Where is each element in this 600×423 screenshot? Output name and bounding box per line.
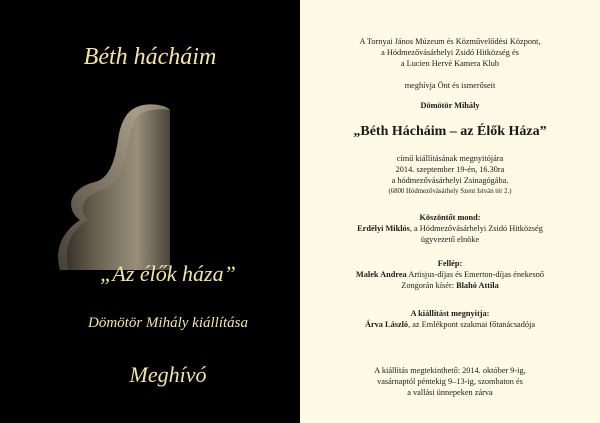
opening-line: 2014. szeptember 19-én, 16.30ra (395, 165, 505, 174)
visiting-block (300, 365, 600, 398)
opening-line: a hódmezővásárhelyi Zsinagógába. (391, 176, 509, 185)
cover-title: Béth hácháim (83, 44, 217, 70)
address-text: (6800 Hódmezővásárhely Szent István tér 2.) (388, 188, 512, 195)
performer-header: Fellép: (437, 259, 463, 268)
opener-header: A kiállítást megnyitja: (410, 309, 490, 318)
visit-line: vasárnaptól péntekig 9–13-ig, szombaton és (377, 377, 523, 386)
piano-label: Zongorán kísér: (401, 281, 457, 290)
opening-block (300, 153, 600, 197)
host-line: a Lucien Hervé Kamera Klub (400, 59, 500, 68)
invites-text: meghívja Önt és ismerőseit (404, 81, 496, 90)
pianist-name: Blahó Attila (456, 281, 499, 290)
performer-text: Artisjus-díjas és Emerton-díjas énekesnő (406, 270, 545, 279)
cover-subtitle: „Az élők háza” (100, 261, 236, 286)
visit-line: a vallási ünnepeken zárva (407, 388, 493, 397)
details-panel (300, 0, 600, 423)
exhibit-title: „Béth Hácháim – az Élők Háza” (353, 124, 547, 139)
performer-name: Malek Andrea (355, 270, 407, 279)
artist-name: Dömötör Mihály (420, 101, 480, 110)
host-line: A Tornyai János Múzeum és Közművelődési Központ, (359, 37, 541, 46)
greeting-header: Köszöntőt mond: (419, 213, 481, 222)
performer-block (300, 258, 600, 291)
hosts-block (300, 36, 600, 69)
opener-name: Árva László (364, 320, 409, 329)
opening-line: című kiállításának megnyitójára (396, 154, 504, 163)
host-line: a Hódmezővásárhelyi Zsidó Hitközség és (381, 48, 519, 57)
greeting-name: Erdélyi Miklós (357, 224, 410, 233)
greeting-text: , a Hódmezővásárhelyi Zsidó Hitközség (409, 224, 543, 233)
cover-invitation: Meghívó (129, 362, 207, 387)
opener-block (300, 308, 600, 330)
greeting-block (300, 212, 600, 245)
visit-line: A kiállítás megtekinthető: 2014. október 9-ig, (374, 366, 526, 375)
gravestone-image (40, 100, 180, 270)
opener-text: , az Emlékpont szakmai főtanácsadója (408, 320, 536, 329)
cover-exhibition: Dömötör Mihály kiállítása (88, 315, 248, 331)
greeting-role: ügyvezető elnöke (420, 235, 480, 244)
